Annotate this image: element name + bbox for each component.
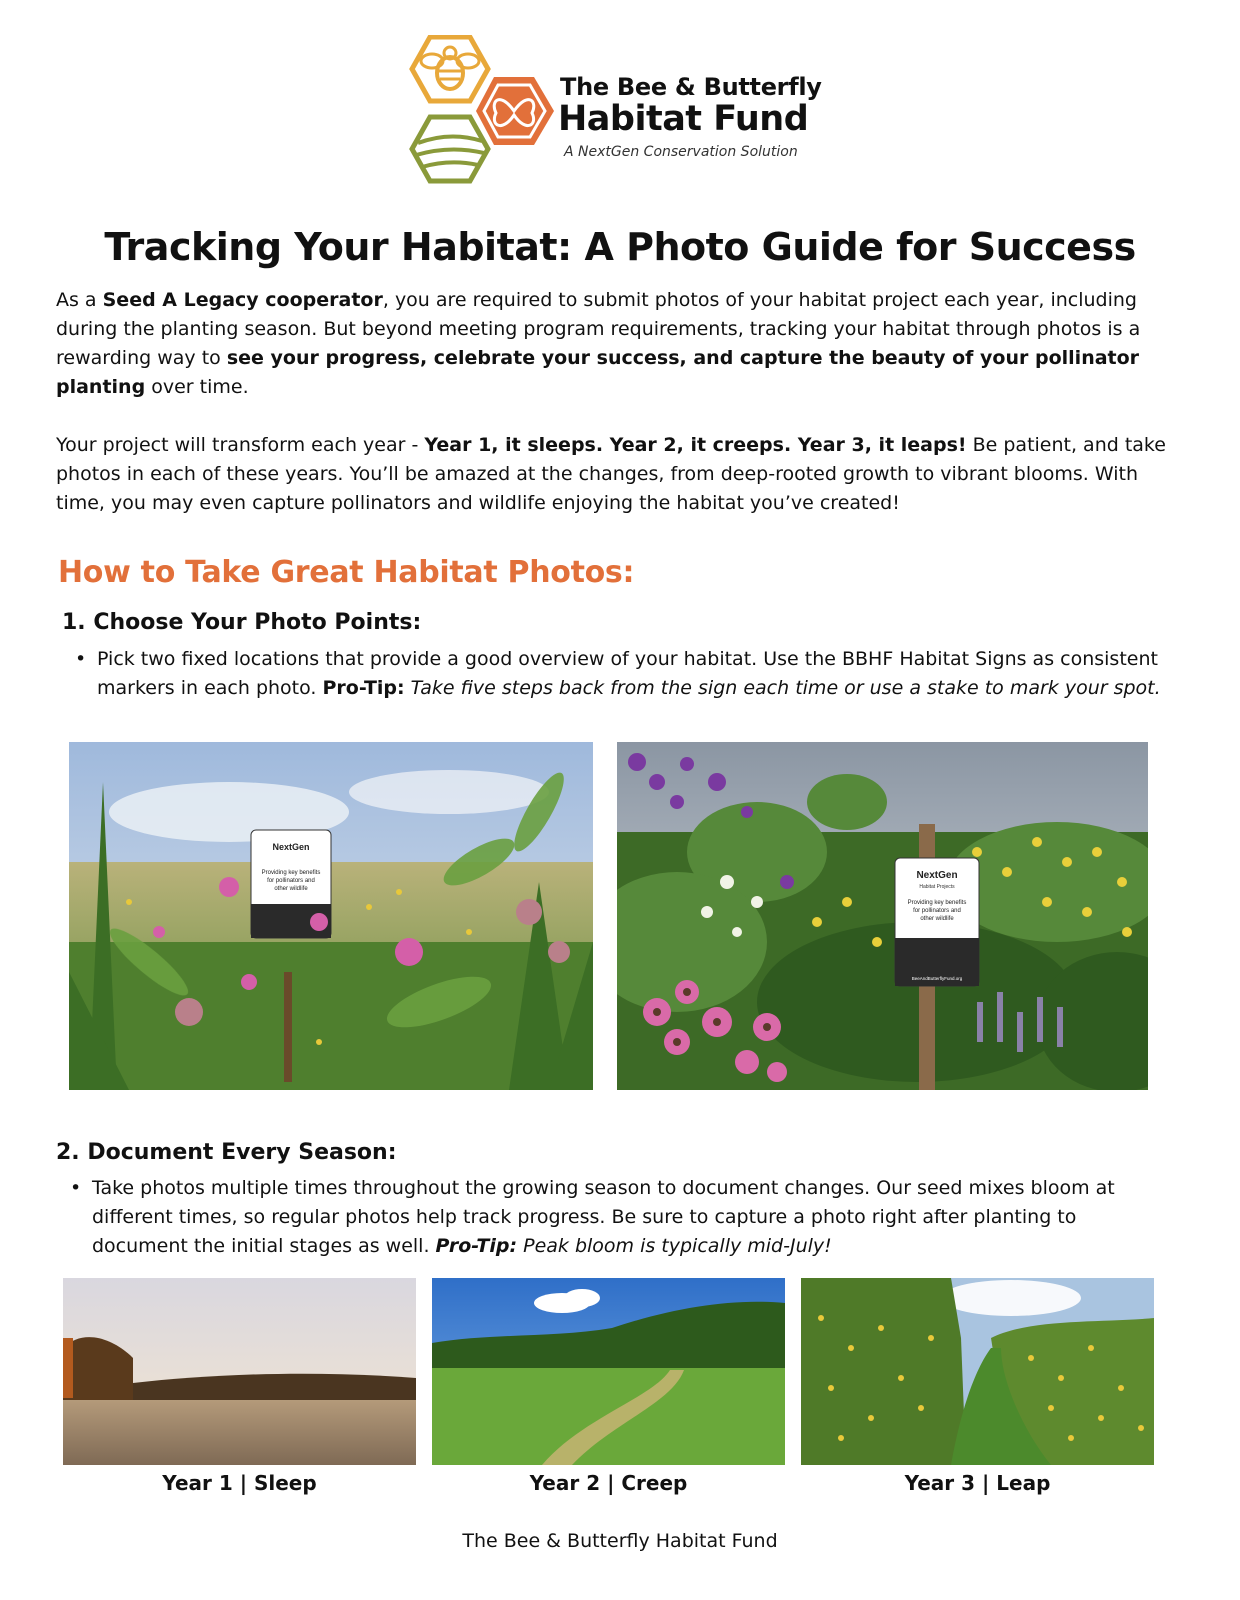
page-title: Tracking Your Habitat: A Photo Guide for Success bbox=[104, 225, 1136, 269]
logo bbox=[392, 35, 832, 185]
sign-line1: Providing key benefits bbox=[907, 900, 967, 906]
sign-line3: other wildlife bbox=[274, 886, 308, 892]
sign-subtitle: Habitat Projects bbox=[919, 884, 955, 890]
footer: The Bee & Butterfly Habitat Fund bbox=[462, 1530, 778, 1552]
habitat-photo-1 bbox=[69, 742, 593, 1090]
intro-paragraph-1: As a Seed A Legacy cooperator, you are required to submit photos of your habitat project each year, including during the planting season. But beyond meeting program requirements, tracking your habitat through photos is a rewarding way to see your progress, celebrate your success, and capture the beauty of your pollinator planting over time. bbox=[56, 289, 1141, 398]
hexagon-logo-icon bbox=[392, 35, 562, 185]
sign-line1: Providing key benefits bbox=[261, 870, 321, 876]
step1-list bbox=[97, 645, 1167, 703]
step1-heading: 1. Choose Your Photo Points: bbox=[62, 610, 422, 635]
year2-photo bbox=[432, 1278, 785, 1465]
year1-caption: Year 1 | Sleep bbox=[162, 1471, 317, 1495]
year1-photo bbox=[63, 1278, 416, 1465]
brand-name-line1: The Bee & Butterfly bbox=[560, 73, 822, 101]
year3-caption: Year 3 | Leap bbox=[904, 1471, 1051, 1495]
intro-paragraph-2: Your project will transform each year - Year 1, it sleeps. Year 2, it creeps. Year 3, it leaps! Be patient, and take photos in each of these years. You’ll be amazed at the changes, from deep-rooted growth to vibrant blooms. With time, you may even capture pollinators and wildlife enjoying the habitat you’ve created! bbox=[56, 434, 1166, 514]
year2-caption: Year 2 | Creep bbox=[529, 1471, 688, 1495]
step2-list bbox=[92, 1174, 1172, 1261]
sign-line2: for pollinators and bbox=[267, 878, 315, 884]
sign-title: NextGen bbox=[272, 842, 310, 852]
list-item: • Pick two fixed locations that provide a good overview of your habitat. Use the BBHF Habitat Signs as consistent markers in each photo. Pro-Tip: Take five steps back from the sign each time or use a stake to mark your spot. bbox=[97, 645, 1167, 703]
brand-tagline: A NextGen Conservation Solution bbox=[564, 144, 798, 160]
habitat-photo-2 bbox=[617, 742, 1148, 1090]
sign-line2: for pollinators and bbox=[913, 908, 961, 914]
brand-name-line2: Habitat Fund bbox=[558, 99, 809, 139]
sign-url: BeeAndButterflyFund.org bbox=[911, 976, 963, 981]
sign-title: NextGen bbox=[916, 870, 958, 881]
section-heading: How to Take Great Habitat Photos: bbox=[58, 555, 635, 590]
year3-photo bbox=[801, 1278, 1154, 1465]
list-item: • Take photos multiple times throughout the growing season to document changes. Our seed mixes bloom at different times, so regular photos help track progress. Be sure to capture a photo right after planting to document the initial stages as well. Pro-Tip: Peak bloom is typically mid-July! bbox=[92, 1174, 1172, 1261]
sign-line3: other wildlife bbox=[920, 916, 954, 922]
step2-heading: 2. Document Every Season: bbox=[56, 1140, 397, 1165]
